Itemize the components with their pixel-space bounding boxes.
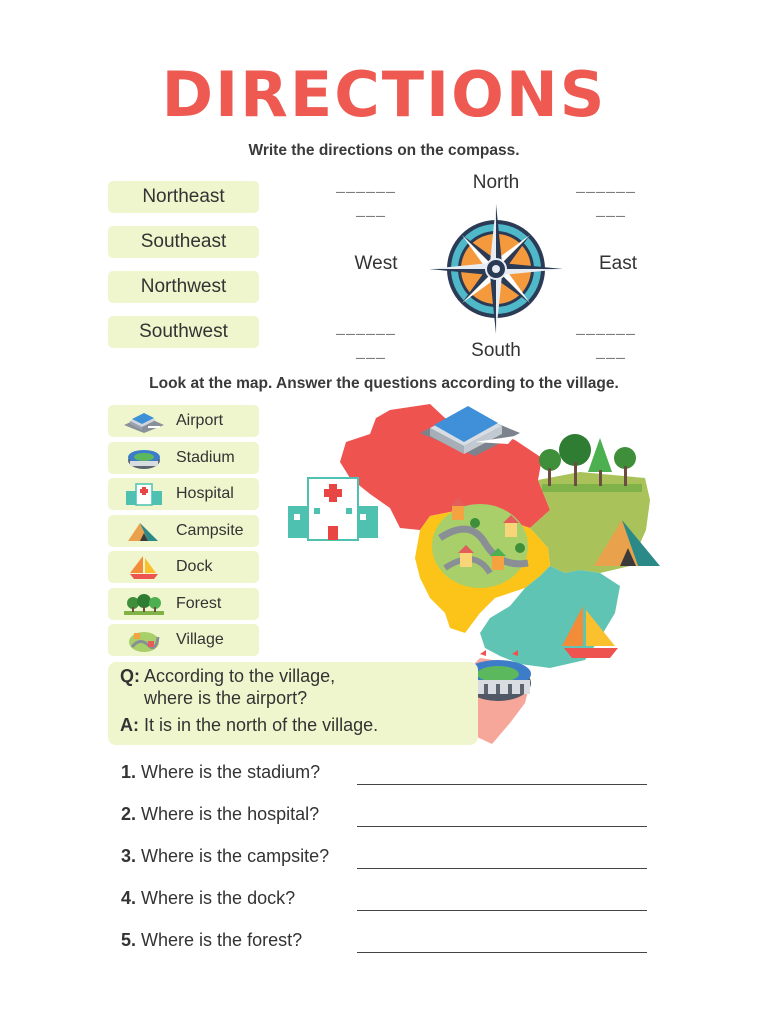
blank-line: ______ <box>336 321 397 338</box>
answer-line-1[interactable] <box>357 784 647 785</box>
forest-icon <box>122 591 166 617</box>
blank-line: ______ <box>576 321 637 338</box>
compass-south-label: South <box>471 340 521 361</box>
answer-line-4[interactable] <box>357 910 647 911</box>
map-instruction: Look at the map. Answer the questions according to the village. <box>149 375 619 392</box>
legend-hospital <box>108 478 259 510</box>
question-number: 4. <box>121 888 137 908</box>
question-3 <box>121 846 329 867</box>
hospital-icon <box>122 481 166 507</box>
legend-label: Hospital <box>176 485 234 502</box>
legend-label: Airport <box>176 412 224 429</box>
legend-campsite <box>108 515 259 547</box>
blank-line: ___ <box>356 203 387 220</box>
legend-label: Forest <box>176 595 222 612</box>
word-bank-northwest: Northwest <box>108 271 259 303</box>
page-title: DIRECTIONS <box>161 58 607 131</box>
word-bank-northeast: Northeast <box>108 181 259 213</box>
question-text: Where is the forest? <box>141 930 303 950</box>
question-text: Where is the stadium? <box>141 762 321 782</box>
question-number: 3. <box>121 846 137 866</box>
q-line1: According to the village, <box>144 666 336 686</box>
answer-line-2[interactable] <box>357 826 647 827</box>
stadium-icon <box>122 445 166 471</box>
blank-northwest[interactable] <box>336 176 396 224</box>
blank-line: ______ <box>576 179 637 196</box>
legend-village <box>108 624 259 656</box>
blank-southeast[interactable] <box>576 318 636 366</box>
answer-line-3[interactable] <box>357 868 647 869</box>
question-2 <box>121 804 319 825</box>
question-text: Where is the campsite? <box>141 846 330 866</box>
compass-instruction: Write the directions on the compass. <box>248 142 520 159</box>
question-1 <box>121 762 320 783</box>
legend-label: Village <box>176 631 224 648</box>
legend-label: Stadium <box>176 449 235 466</box>
dock-icon <box>122 554 166 580</box>
blank-northeast[interactable] <box>576 176 636 224</box>
blank-southwest[interactable] <box>336 318 396 366</box>
q-line2: where is the airport? <box>144 688 308 708</box>
question-text: Where is the dock? <box>141 888 296 908</box>
airport-icon <box>122 408 166 434</box>
question-number: 5. <box>121 930 137 950</box>
word-bank-southwest: Southwest <box>108 316 259 348</box>
legend-label: Campsite <box>176 522 244 539</box>
q-prefix: Q: <box>120 666 140 686</box>
campsite-icon <box>122 518 166 544</box>
blank-line: ___ <box>356 345 387 362</box>
legend-stadium <box>108 442 259 474</box>
question-4 <box>121 888 295 909</box>
blank-line: ___ <box>596 345 627 362</box>
compass-rose-icon <box>426 202 566 336</box>
a-text: It is in the north of the village. <box>144 715 379 735</box>
legend-dock <box>108 551 259 583</box>
compass-east-label: East <box>598 253 638 274</box>
question-number: 2. <box>121 804 137 824</box>
legend-label: Dock <box>176 558 213 575</box>
word-bank-southeast: Southeast <box>108 226 259 258</box>
question-text: Where is the hospital? <box>141 804 320 824</box>
legend-forest <box>108 588 259 620</box>
legend-airport <box>108 405 259 437</box>
question-number: 1. <box>121 762 137 782</box>
village-icon <box>122 627 166 653</box>
answer-line-5[interactable] <box>357 952 647 953</box>
a-prefix: A: <box>120 715 139 735</box>
question-5 <box>121 930 302 951</box>
compass-north-label: North <box>472 172 520 193</box>
compass-west-label: West <box>354 253 398 274</box>
blank-line: ______ <box>336 179 397 196</box>
blank-line: ___ <box>596 203 627 220</box>
